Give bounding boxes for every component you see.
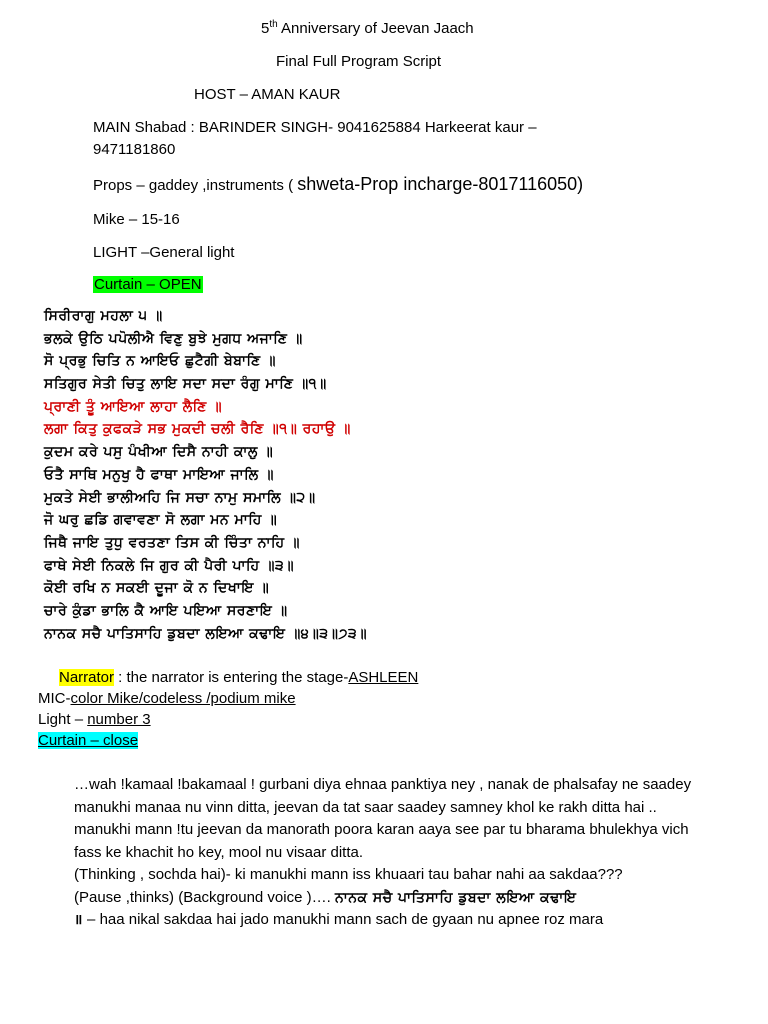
narrator-light-prefix: Light – bbox=[38, 711, 88, 728]
document-subtitle: Final Full Program Script bbox=[276, 53, 442, 70]
dialogue-paragraph-4-rest: – haa nikal sakdaa hai jado manukhi mann sach de gyaan nu apnee roz mara bbox=[82, 911, 604, 928]
narrator-text: : the narrator is entering the stage- bbox=[114, 669, 349, 686]
narrator-name: ASHLEEN bbox=[348, 669, 419, 686]
shabad-line: ਜੋ ਘਰੁ ਛਡਿ ਗਵਾਵਣਾ ਸੋ ਲਗਾ ਮਨ ਮਾਹਿ ॥ bbox=[44, 512, 278, 529]
light-line: LIGHT –General light bbox=[93, 244, 235, 261]
shabad-line: ਸੋ ਪ੍ਰਭੁ ਚਿਤਿ ਨ ਆਇਓ ਛੁਟੈਗੀ ਬੇਬਾਣਿ ॥ bbox=[44, 353, 276, 370]
mic-value: color Mike/codeless /podium mike bbox=[70, 690, 296, 707]
curtain-close-line: Curtain – close bbox=[38, 732, 139, 749]
dialogue-paragraph-1: …wah !kamaal !bakamaal ! gurbani diya ehnaa panktiya ney , nanak de phalsafay ne saadey manukhi manaa nu vinn ditta, jeevan da tat saar saadey samney khol ke rakh ditta hai .. manukhi mann !tu jeevan da manorath poora karan aaya see par tu bharama bhulekhya vich fass ke khachit ho key, mool nu visaar ditta. bbox=[74, 776, 692, 861]
props-line bbox=[93, 174, 583, 195]
dialogue-block bbox=[74, 774, 694, 932]
main-shabad-line-2: 9471181860 bbox=[93, 141, 176, 158]
shabad-block bbox=[44, 305, 484, 645]
title-prefix: 5 bbox=[261, 20, 270, 37]
shabad-line: ਨਾਨਕ ਸਚੈ ਪਾਤਿਸਾਹਿ ਡੁਬਦਾ ਲਇਆ ਕਢਾਇ ॥੪॥੩॥੭੩॥ bbox=[44, 625, 368, 642]
narrator-light-value: number 3 bbox=[87, 711, 151, 728]
narrator-light-line bbox=[38, 711, 151, 728]
title-superscript: th bbox=[269, 19, 278, 30]
dialogue-paragraph-3 bbox=[74, 887, 694, 910]
shabad-line: ਜਿਥੈ ਜਾਇ ਤੁਧੁ ਵਰਤਣਾ ਤਿਸ ਕੀ ਚਿੰਤਾ ਨਾਹਿ ॥ bbox=[44, 534, 300, 551]
shabad-line: ਸਿਰੀਰਾਗੁ ਮਹਲਾ ੫ ॥ bbox=[44, 308, 163, 324]
mic-line bbox=[38, 690, 296, 707]
document-title bbox=[261, 19, 474, 37]
shabad-line: ਓਤੈ ਸਾਥਿ ਮਨੁਖੁ ਹੈ ਫਾਥਾ ਮਾਇਆ ਜਾਲਿ ॥ bbox=[44, 466, 274, 483]
mic-prefix: MIC- bbox=[38, 690, 71, 707]
dialogue-paragraph-4 bbox=[74, 909, 694, 932]
title-rest: Anniversary of Jeevan Jaach bbox=[277, 20, 474, 37]
mike-line: Mike – 15-16 bbox=[93, 211, 180, 228]
host-line: HOST – AMAN KAUR bbox=[194, 86, 341, 103]
shabad-line: ਫਾਥੇ ਸੇਈ ਨਿਕਲੇ ਜਿ ਗੁਰ ਕੀ ਪੈਰੀ ਪਾਹਿ ॥੩॥ bbox=[44, 557, 295, 574]
shabad-line: ਪ੍ਰਾਣੀ ਤੂੰ ਆਇਆ ਲਾਹਾ ਲੈਣਿ ॥ bbox=[44, 398, 223, 415]
shabad-line: ਸਤਿਗੁਰ ਸੇਤੀ ਚਿਤੁ ਲਾਇ ਸਦਾ ਸਦਾ ਰੰਗੁ ਮਾਣਿ ॥੧॥ bbox=[44, 376, 327, 393]
narrator-label: Narrator bbox=[59, 669, 115, 686]
props-prefix: Props – gaddey ,instruments ( bbox=[93, 177, 298, 194]
narrator-line bbox=[59, 669, 418, 686]
dialogue-paragraph-4-gurmukhi: ॥ bbox=[74, 912, 83, 928]
shabad-line: ਭਲਕੇ ਉਠਿ ਪਪੋਲੀਐ ਵਿਣੁ ਬੁਝੇ ਮੁਗਧ ਅਜਾਣਿ ॥ bbox=[44, 330, 303, 347]
shabad-line: ਮੁਕਤੇ ਸੇਈ ਭਾਲੀਅਹਿ ਜਿ ਸਚਾ ਨਾਮੁ ਸਮਾਲਿ ॥੨॥ bbox=[44, 489, 316, 506]
shabad-line: ਲਗਾ ਕਿਤੁ ਕੁਫਕੜੇ ਸਭ ਮੁਕਦੀ ਚਲੀ ਰੈਣਿ ॥੧॥ ਰਹਾਉ ॥ bbox=[44, 421, 351, 438]
dialogue-paragraph-2: (Thinking , sochda hai)- ki manukhi mann iss khuaari tau bahar nahi aa sakdaa??? bbox=[74, 866, 623, 883]
dialogue-paragraph-3-prefix: (Pause ,thinks) (Background voice )…. bbox=[74, 888, 335, 906]
dialogue-paragraph-3-gurmukhi: ਨਾਨਕ ਸਚੈ ਪਾਤਿਸਾਹਿ ਡੁਬਦਾ ਲਇਆ ਕਢਾਇ bbox=[334, 889, 577, 906]
shabad-line: ਕੁਦਮ ਕਰੇ ਪਸੁ ਪੰਖੀਆ ਦਿਸੈ ਨਾਹੀ ਕਾਲੁ ॥ bbox=[44, 444, 274, 461]
curtain-open-line: Curtain – OPEN bbox=[94, 276, 202, 293]
shabad-line: ਚਾਰੇ ਕੁੰਡਾ ਭਾਲਿ ਕੈ ਆਇ ਪਇਆ ਸਰਣਾਇ ॥ bbox=[44, 602, 288, 619]
props-incharge: shweta-Prop incharge-8017116050) bbox=[297, 174, 584, 194]
main-shabad-line-1: MAIN Shabad : BARINDER SINGH- 9041625884 Harkeerat kaur – bbox=[93, 119, 537, 136]
shabad-line: ਕੋਈ ਰਖਿ ਨ ਸਕਈ ਦੂਜਾ ਕੋ ਨ ਦਿਖਾਇ ॥ bbox=[44, 580, 270, 597]
